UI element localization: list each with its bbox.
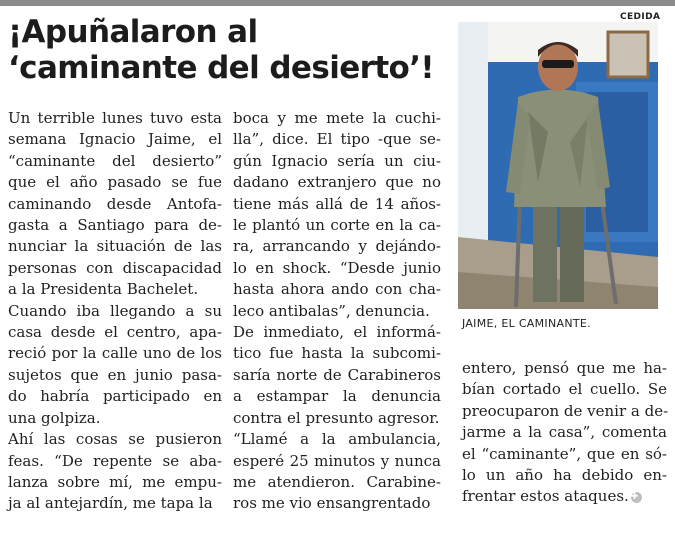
body-line: leco antibalas”, denuncia. xyxy=(233,301,430,320)
body-line: una golpiza. xyxy=(8,408,101,427)
body-line: lla”, dice. El tipo -que se- xyxy=(233,130,441,149)
body-line: me atendieron. Carabine- xyxy=(233,472,441,491)
body-line: bían cortado el cuello. Se xyxy=(462,380,667,399)
body-line: caminando desde Antofa- xyxy=(8,194,222,213)
body-line: lo un año ha debido en- xyxy=(462,466,667,485)
man-with-crutches-photo xyxy=(458,22,658,309)
body-line: jarme a la casa”, comenta xyxy=(462,423,667,442)
body-line: saría norte de Carabineros xyxy=(233,365,441,384)
body-line: ja al antejardín, me tapa la xyxy=(8,494,213,513)
body-line: frentar estos ataques. ✚ xyxy=(462,486,667,507)
body-line: a estampar la denuncia xyxy=(233,387,441,406)
body-line: lanza sobre mí, me empu- xyxy=(8,472,222,491)
headline-line-2: ‘caminante del desierto’! xyxy=(8,50,434,86)
body-line: De inmediato, el informá- xyxy=(233,323,441,342)
body-line: lo en shock. “Desde junio xyxy=(233,258,441,277)
body-line: boca y me mete la cuchi- xyxy=(233,109,441,127)
end-of-article-icon: ✚ xyxy=(631,492,642,503)
body-column-2 xyxy=(233,108,441,515)
top-rule xyxy=(0,0,675,6)
body-line: “caminante del desierto” xyxy=(8,151,222,170)
body-line: que el año pasado se fue xyxy=(8,173,222,192)
body-column-3 xyxy=(462,358,667,508)
body-line: gún Ignacio sería un ciu- xyxy=(233,151,441,170)
body-line: gasta a Santiago para de- xyxy=(8,216,222,235)
body-line: nunciar la situación de las xyxy=(8,237,222,256)
body-line: casa desde el centro, apa- xyxy=(8,323,222,342)
body-line: Cuando iba llegando a su xyxy=(8,301,222,320)
body-line: contra el presunto agresor. xyxy=(233,408,440,427)
photo-credit: CEDIDA xyxy=(620,12,661,22)
body-line: preocuparon de venir a de- xyxy=(462,401,669,420)
body-line: hasta ahora ando con cha- xyxy=(233,280,441,299)
body-line: sujetos que en junio pasa- xyxy=(8,365,222,384)
body-line: Ahí las cosas se pusieron xyxy=(8,430,222,449)
article-photo xyxy=(458,22,658,309)
body-line: ros me vio ensangrentado xyxy=(233,494,431,513)
body-line: feas. “De repente se aba- xyxy=(8,451,222,470)
body-line: “Llamé a la ambulancia, xyxy=(233,430,441,449)
body-line: esperé 25 minutos y nunca xyxy=(233,451,441,470)
body-line: do habría participado en xyxy=(8,387,222,406)
body-line: Un terrible lunes tuvo esta xyxy=(8,109,222,127)
headline xyxy=(8,14,448,86)
body-line: personas con discapacidad xyxy=(8,258,222,277)
body-line: reció por la calle uno de los xyxy=(8,344,222,363)
body-line: entero, pensó que me ha- xyxy=(462,359,667,377)
body-line: a la Presidenta Bachelet. xyxy=(8,280,199,299)
photo-caption: JAIME, EL CAMINANTE. xyxy=(462,317,591,330)
body-line: dadano extranjero que no xyxy=(233,173,441,192)
body-column-1 xyxy=(8,108,222,515)
headline-line-1: ¡Apuñalaron al xyxy=(8,14,258,50)
body-line: tico fue hasta la subcomi- xyxy=(233,344,441,363)
body-line: le plantó un corte en la ca- xyxy=(233,216,441,235)
body-line: ra, arrancando y dejándo- xyxy=(233,237,441,256)
body-line: tiene más allá de 14 años- xyxy=(233,194,441,213)
body-line: semana Ignacio Jaime, el xyxy=(8,130,222,149)
body-line: el “caminante”, que en só- xyxy=(462,444,667,463)
